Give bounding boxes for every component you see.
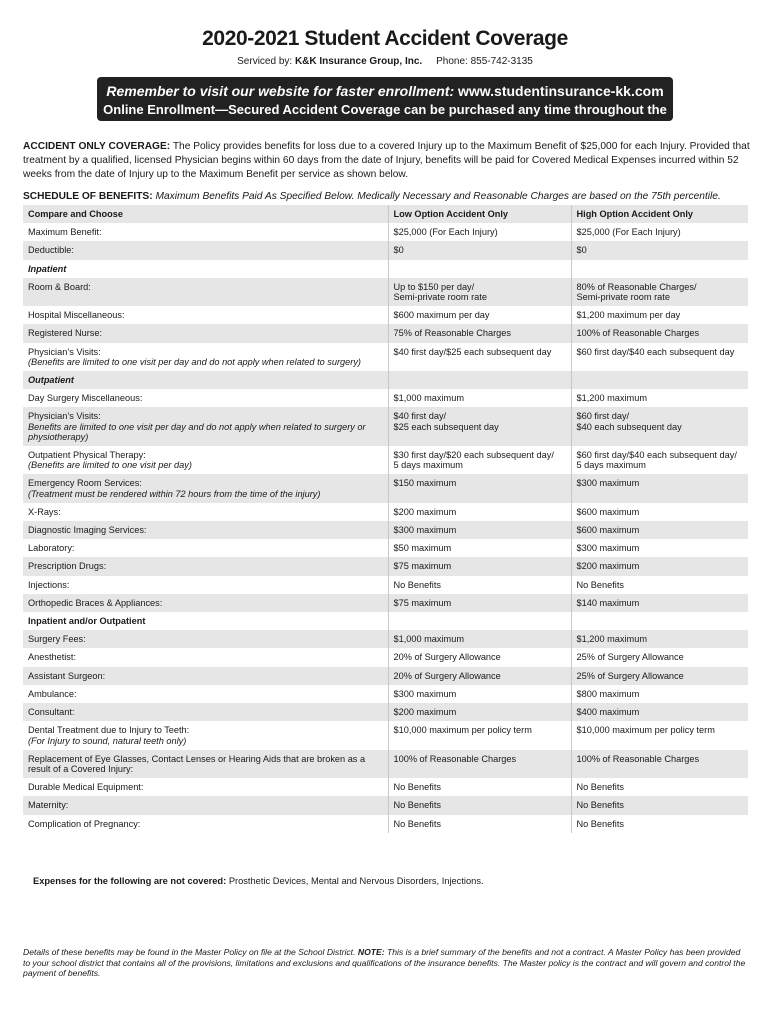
low-option-cell — [388, 306, 571, 324]
benefit-label: Deductible: — [28, 245, 74, 256]
high-option-cell — [571, 446, 748, 474]
high-option-value: $25,000 (For Each Injury) — [576, 227, 681, 238]
low-option-value-2: Semi-private room rate — [393, 292, 487, 303]
low-option-cell — [388, 223, 571, 241]
benefits-table — [23, 205, 748, 833]
benefit-cell — [23, 241, 388, 259]
high-option-cell — [571, 407, 748, 446]
not-covered-label: Expenses for the following are not covered: — [33, 876, 227, 886]
table-row — [23, 594, 748, 612]
high-option-cell — [571, 630, 748, 648]
coverage-paragraph — [23, 140, 753, 183]
high-option-cell — [571, 503, 748, 521]
banner-reminder: Remember to visit our website for faster enrollment: — [106, 83, 455, 99]
section-empty-cell — [571, 260, 748, 278]
benefit-label: Ambulance: — [28, 688, 77, 699]
benefit-label: Maximum Benefit: — [28, 227, 102, 238]
benefit-note: (Benefits are limited to one visit per day) — [28, 460, 192, 471]
serviced-by-line — [0, 56, 770, 67]
low-option-value-2: $25 each subsequent day — [393, 421, 499, 432]
benefit-label: Prescription Drugs: — [28, 561, 107, 572]
high-option-value-2: 5 days maximum — [576, 460, 646, 471]
low-option-cell — [388, 630, 571, 648]
high-option-value: 80% of Reasonable Charges/ — [576, 281, 697, 292]
benefit-cell — [23, 721, 388, 749]
benefit-cell — [23, 796, 388, 814]
table-row — [23, 630, 748, 648]
benefit-label: Complication of Pregnancy: — [28, 818, 141, 829]
high-option-value: $400 maximum — [576, 707, 640, 718]
section-empty-cell — [388, 612, 571, 630]
table-row — [23, 407, 748, 446]
high-option-cell — [571, 474, 748, 502]
benefit-label: Laboratory: — [28, 543, 75, 554]
low-option-value: $40 first day/$25 each subsequent day — [393, 346, 552, 357]
serviced-label: Serviced by: — [237, 56, 293, 67]
section-empty-cell — [571, 371, 748, 389]
table-row — [23, 703, 748, 721]
table-row — [23, 648, 748, 666]
table-row — [23, 685, 748, 703]
low-option-value: $200 maximum — [393, 506, 457, 517]
high-option-value: No Benefits — [576, 818, 624, 829]
high-option-cell — [571, 667, 748, 685]
section-row — [23, 612, 748, 630]
banner-line-1 — [97, 83, 673, 99]
high-option-value: No Benefits — [576, 800, 624, 811]
high-option-cell — [571, 539, 748, 557]
low-option-cell — [388, 778, 571, 796]
low-option-value: $300 maximum — [393, 525, 457, 536]
benefit-label: Emergency Room Services: — [28, 478, 142, 489]
footer-disclaimer — [23, 947, 748, 979]
low-option-value: 20% of Surgery Allowance — [393, 670, 501, 681]
table-row — [23, 241, 748, 259]
low-option-cell — [388, 446, 571, 474]
low-option-cell — [388, 343, 571, 371]
high-option-cell — [571, 815, 748, 833]
benefit-label: Assistant Surgeon: — [28, 670, 106, 681]
low-option-value: $300 maximum — [393, 688, 457, 699]
benefit-cell — [23, 407, 388, 446]
high-option-value: $60 first day/ — [576, 411, 630, 422]
benefit-note: (Treatment must be rendered within 72 hours from the time of the injury) — [28, 488, 321, 499]
section-empty-cell — [388, 260, 571, 278]
high-option-value: $600 maximum — [576, 525, 640, 536]
benefit-cell — [23, 474, 388, 502]
benefit-cell — [23, 503, 388, 521]
schedule-heading — [23, 190, 753, 204]
low-option-value: $150 maximum — [393, 478, 457, 489]
high-option-cell — [571, 796, 748, 814]
benefit-cell — [23, 703, 388, 721]
low-option-value-2: 5 days maximum — [393, 460, 463, 471]
benefit-label: Diagnostic Imaging Services: — [28, 525, 147, 536]
coverage-text: The Policy provides benefits for loss due to a covered Injury up to the Maximum Benefit of $25,000 for each Injury. Provided that treatment by a qualified, licensed Physician begins within 60 days from the date of Injury, benefits will be paid for Covered Medical Expenses incurred within 52 weeks from the date of Injury up to the Maximum Benefit per service as shown below. — [23, 141, 750, 181]
high-option-value: 25% of Surgery Allowance — [576, 652, 684, 663]
footer-note-label: NOTE: — [357, 947, 385, 957]
benefit-cell — [23, 648, 388, 666]
low-option-cell — [388, 503, 571, 521]
high-option-cell — [571, 576, 748, 594]
footer-part-1: Details of these benefits may be found in the Master Policy on file at the School District. — [23, 947, 356, 957]
section-label: Outpatient — [23, 371, 388, 389]
high-option-cell — [571, 648, 748, 666]
high-option-cell — [571, 703, 748, 721]
table-row — [23, 796, 748, 814]
low-option-cell — [388, 324, 571, 342]
low-option-value: $75 maximum — [393, 561, 452, 572]
benefit-label: Physician’s Visits: — [28, 411, 101, 422]
high-option-value: $200 maximum — [576, 561, 640, 572]
low-option-cell — [388, 796, 571, 814]
high-option-value-2: $40 each subsequent day — [576, 421, 682, 432]
not-covered-text: Prosthetic Devices, Mental and Nervous Disorders, Injections. — [228, 876, 484, 886]
table-row — [23, 343, 748, 371]
table-row — [23, 521, 748, 539]
low-option-cell — [388, 389, 571, 407]
table-row — [23, 474, 748, 502]
benefit-label: Outpatient Physical Therapy: — [28, 450, 146, 461]
benefit-cell — [23, 750, 388, 778]
section-row — [23, 371, 748, 389]
high-option-cell — [571, 241, 748, 259]
low-option-value: 100% of Reasonable Charges — [393, 753, 517, 764]
table-row — [23, 576, 748, 594]
high-option-value: $300 maximum — [576, 543, 640, 554]
low-option-cell — [388, 721, 571, 749]
benefit-cell — [23, 576, 388, 594]
section-row — [23, 260, 748, 278]
not-covered-line — [33, 876, 484, 886]
footer-part-2: This is a brief summary of the benefits and not a contract. A Master Policy has been provided to your school district that contains all of the provisions, limitations and exclusions and qualifications of the insurance benefits. The Master policy is the contract and will govern and control the payment of benefits. — [23, 947, 746, 979]
benefit-cell — [23, 446, 388, 474]
company-name: K&K Insurance Group, Inc. — [294, 56, 423, 67]
high-option-cell — [571, 521, 748, 539]
low-option-value: $600 maximum per day — [393, 310, 490, 321]
high-option-cell — [571, 778, 748, 796]
table-row — [23, 778, 748, 796]
low-option-value: 75% of Reasonable Charges — [393, 328, 511, 339]
benefit-label: Maternity: — [28, 800, 69, 811]
high-option-cell — [571, 685, 748, 703]
benefit-label: Dental Treatment due to Injury to Teeth: — [28, 725, 190, 736]
low-option-value: $40 first day/ — [393, 411, 447, 422]
benefit-label: Anesthetist: — [28, 652, 77, 663]
low-option-cell — [388, 750, 571, 778]
low-option-cell — [388, 474, 571, 502]
low-option-cell — [388, 278, 571, 306]
high-option-value: $10,000 maximum per policy term — [576, 725, 715, 736]
benefit-label: Registered Nurse: — [28, 328, 103, 339]
high-option-value: $800 maximum — [576, 688, 640, 699]
table-row — [23, 278, 748, 306]
table-row — [23, 389, 748, 407]
high-option-value: $1,200 maximum per day — [576, 310, 681, 321]
low-option-cell — [388, 685, 571, 703]
low-option-value: No Benefits — [393, 782, 441, 793]
low-option-cell — [388, 521, 571, 539]
table-row — [23, 557, 748, 575]
high-option-cell — [571, 324, 748, 342]
high-option-value-2: Semi-private room rate — [576, 292, 670, 303]
schedule-text: Maximum Benefits Paid As Specified Below. Medically Necessary and Reasonable Charges are based on the 75th percentile. — [155, 191, 721, 202]
table-row — [23, 446, 748, 474]
benefit-note: (Benefits are limited to one visit per day and do not apply when related to surgery) — [28, 356, 361, 367]
high-option-cell — [571, 557, 748, 575]
low-option-cell — [388, 667, 571, 685]
high-option-value: $600 maximum — [576, 506, 640, 517]
benefit-cell — [23, 685, 388, 703]
low-option-cell — [388, 815, 571, 833]
low-option-cell — [388, 703, 571, 721]
table-row — [23, 667, 748, 685]
low-option-value: No Benefits — [393, 800, 441, 811]
high-option-value: $60 first day/$40 each subsequent day — [576, 346, 735, 357]
low-option-value: $0 — [393, 245, 404, 256]
benefit-label: Injections: — [28, 579, 70, 590]
compare-header: Compare and Choose — [23, 205, 388, 223]
benefit-label: Physician’s Visits: — [28, 346, 101, 357]
high-option-cell — [571, 594, 748, 612]
low-option-value: Up to $150 per day/ — [393, 281, 475, 292]
benefit-cell — [23, 539, 388, 557]
low-option-header: Low Option Accident Only — [388, 205, 571, 223]
high-option-cell — [571, 389, 748, 407]
high-option-value: 25% of Surgery Allowance — [576, 670, 684, 681]
high-option-value: $1,200 maximum — [576, 634, 647, 645]
table-row — [23, 306, 748, 324]
benefit-cell — [23, 778, 388, 796]
benefit-label: Replacement of Eye Glasses, Contact Lenses or Hearing Aids that are broken as a result of a Covered Injury: — [28, 753, 366, 774]
high-option-cell — [571, 223, 748, 241]
low-option-value: $75 maximum — [393, 597, 452, 608]
high-option-value: $1,200 maximum — [576, 393, 647, 404]
high-option-cell — [571, 306, 748, 324]
table-row — [23, 503, 748, 521]
table-row — [23, 750, 748, 778]
low-option-value: $50 maximum — [393, 543, 452, 554]
benefit-cell — [23, 278, 388, 306]
low-option-value: $1,000 maximum — [393, 393, 464, 404]
low-option-cell — [388, 241, 571, 259]
low-option-cell — [388, 648, 571, 666]
high-option-header: High Option Accident Only — [571, 205, 748, 223]
high-option-value: 100% of Reasonable Charges — [576, 753, 700, 764]
banner-enrollment-text: Online Enrollment—Secured Accident Coverage can be purchased any time throughout the year. — [103, 102, 667, 132]
section-empty-cell — [571, 612, 748, 630]
benefit-label: Day Surgery Miscellaneous: — [28, 393, 143, 404]
low-option-value: No Benefits — [393, 818, 441, 829]
benefit-label: Orthopedic Braces & Appliances: — [28, 597, 163, 608]
benefit-cell — [23, 389, 388, 407]
high-option-value: $140 maximum — [576, 597, 640, 608]
low-option-value: 20% of Surgery Allowance — [393, 652, 501, 663]
benefit-cell — [23, 223, 388, 241]
low-option-value: $10,000 maximum per policy term — [393, 725, 532, 736]
high-option-cell — [571, 278, 748, 306]
benefit-cell — [23, 521, 388, 539]
high-option-value: 100% of Reasonable Charges — [576, 328, 700, 339]
schedule-label: SCHEDULE OF BENEFITS: — [23, 191, 153, 202]
benefit-note: (For Injury to sound, natural teeth only) — [28, 735, 187, 746]
high-option-cell — [571, 750, 748, 778]
table-row — [23, 324, 748, 342]
benefit-cell — [23, 324, 388, 342]
high-option-cell — [571, 721, 748, 749]
benefit-cell — [23, 630, 388, 648]
low-option-value: $30 first day/$20 each subsequent day/ — [393, 450, 554, 461]
low-option-value: $25,000 (For Each Injury) — [393, 227, 498, 238]
benefit-label: Surgery Fees: — [28, 634, 86, 645]
table-row — [23, 539, 748, 557]
high-option-cell — [571, 343, 748, 371]
section-empty-cell — [388, 371, 571, 389]
table-row — [23, 815, 748, 833]
benefit-label: Room & Board: — [28, 281, 91, 292]
benefit-cell — [23, 815, 388, 833]
high-option-value: No Benefits — [576, 782, 624, 793]
benefit-cell — [23, 594, 388, 612]
page-title: 2020-2021 Student Accident Coverage — [202, 27, 568, 50]
benefit-label: Consultant: — [28, 707, 75, 718]
table-row — [23, 721, 748, 749]
high-option-value: No Benefits — [576, 579, 624, 590]
low-option-value: $200 maximum — [393, 707, 457, 718]
low-option-cell — [388, 557, 571, 575]
section-label: Inpatient and/or Outpatient — [28, 616, 146, 627]
website-link[interactable]: www.studentinsurance-kk.com — [458, 83, 664, 99]
benefit-label: Durable Medical Equipment: — [28, 782, 144, 793]
section-label: Inpatient — [28, 263, 67, 274]
low-option-cell — [388, 576, 571, 594]
benefit-cell — [23, 343, 388, 371]
low-option-value: $1,000 maximum — [393, 634, 464, 645]
benefit-note: Benefits are limited to one visit per day and do not apply when related to surgery or physiotherapy) — [28, 421, 366, 442]
high-option-value: $0 — [576, 245, 587, 256]
table-row — [23, 223, 748, 241]
low-option-value: No Benefits — [393, 579, 441, 590]
benefit-label: Hospital Miscellaneous: — [28, 310, 125, 321]
enrollment-banner — [97, 77, 673, 132]
low-option-cell — [388, 594, 571, 612]
low-option-cell — [388, 407, 571, 446]
high-option-value: $60 first day/$40 each subsequent day/ — [576, 450, 737, 461]
benefit-cell — [23, 557, 388, 575]
table-header-row — [23, 205, 748, 223]
phone-number: Phone: 855-742-3135 — [436, 56, 533, 67]
low-option-cell — [388, 539, 571, 557]
high-option-value: $300 maximum — [576, 478, 640, 489]
benefit-cell — [23, 667, 388, 685]
benefit-cell — [23, 306, 388, 324]
benefit-label: X-Rays: — [28, 506, 61, 517]
coverage-label: ACCIDENT ONLY COVERAGE: — [23, 141, 171, 152]
